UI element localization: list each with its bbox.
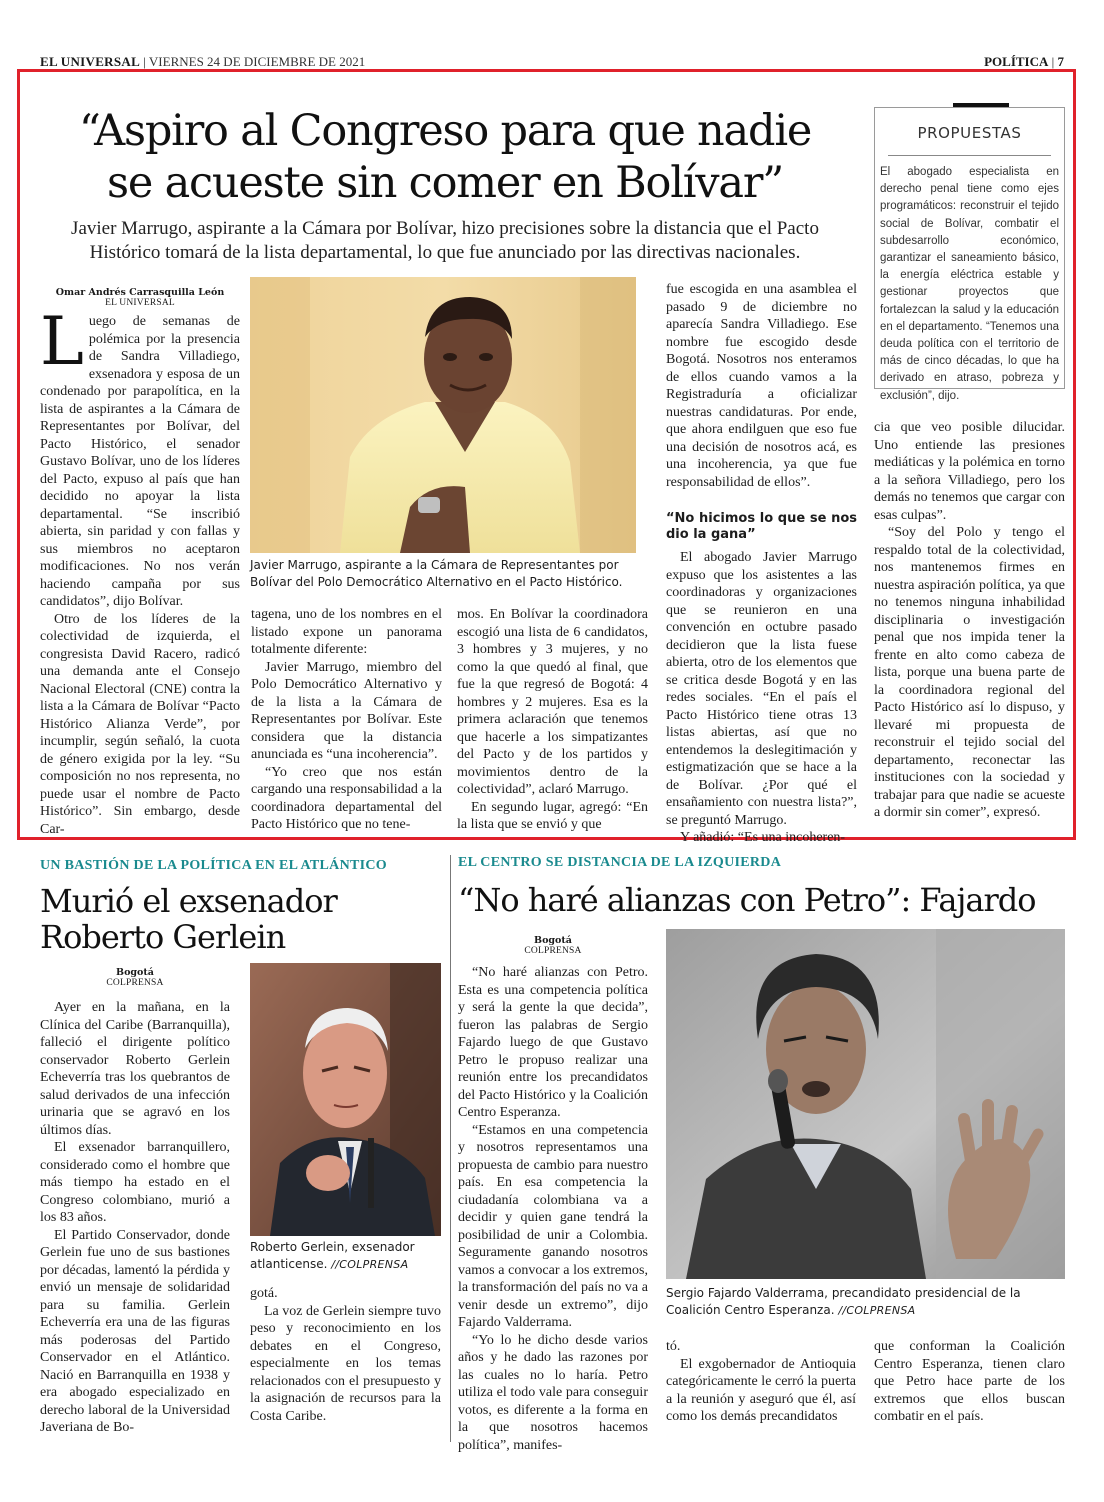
gerlein-photo (250, 963, 441, 1236)
left-story-column-1 (40, 999, 230, 1437)
separator: | (1048, 54, 1058, 69)
separator: | (143, 54, 149, 69)
paragraph: “Yo lo he dicho desde varios años y he dado las razones por las cuales no lo haría. Petro utiliza el todo vale para conseguir votos, es diferente a la forma en la que nosotros hacemos política”, manifes- (458, 1332, 648, 1453)
byline-organization: EL UNIVERSAL (105, 298, 175, 308)
byline-organization: COLPRENSA (524, 946, 582, 956)
main-subhead: Javier Marrugo, aspirante a la Cámara por Bolívar, hizo precisiones sobre la distancia que el Pacto Histórico tomará de la lista departamental, lo que fue anunciado por las directivas nacionales. (71, 218, 819, 263)
section-subtitle: “No hicimos lo que se nos dio la gana” (666, 511, 857, 542)
paragraph: El Partido Conservador, donde Gerlein fue uno de sus bastiones por décadas, lamentó la pérdida y envió un mensaje de solidaridad para su familia. Gerlein Echeverría era una de las figuras más poderosas del Partido Conservador en el Atlántico. Nació en Barranquilla en 1938 y era abogado especializado en derecho laboral de la Universidad Javeriana de Bo- (40, 1227, 230, 1435)
paragraph: El exsenador barranquillero, considerado como el hombre que más tiempo ha estado en el Congreso colombiano, murió a los 83 años. (40, 1140, 230, 1225)
photo-credit: //COLPRENSA (838, 1304, 916, 1317)
paragraph: tagena, uno de los nombres en el listado expone un panorama totalmente diferente: (251, 607, 442, 657)
headline-line: “Aspiro al Congreso para que nadie (78, 106, 812, 156)
sidebar-divider (888, 155, 1051, 156)
paragraph: “Yo creo que nos están cargando una responsabilidad a la coordinadora departamental del Pacto Histórico que no tene- (251, 764, 442, 832)
gerlein-photo-image (250, 963, 441, 1236)
left-story-column-2 (250, 1285, 441, 1425)
left-story-headline (40, 883, 440, 955)
drop-cap: L (40, 303, 84, 380)
section-marker (984, 54, 1064, 70)
main-headline (40, 105, 850, 209)
right-story-column-3 (874, 1338, 1065, 1426)
paragraph: La voz de Gerlein siempre tuvo peso y reconocimiento en los debates en el Congreso, especialmente en los temas relacionados con el presupuesto y la asignación de recursos para la Costa Caribe. (250, 1303, 441, 1424)
publication-name: EL UNIVERSAL (40, 54, 141, 69)
paragraph: En segundo lugar, agregó: “En la lista que se envió y que (457, 799, 648, 832)
paragraph: “No haré alianzas con Petro. Esta es una competencia política y será la gente la que decida”, fueron las palabras de Sergio Fajardo luego de que Gustavo Petro le propuso realizar una reunión entre los precandidatos del Pacto Histórico y la Coalición Centro Esperanza. (458, 965, 648, 1120)
paragraph: El exgobernador de Antioquia categóricamente le cerró la puerta a la reunión y aseguró que él, así como los demás precandidatos (666, 1356, 856, 1424)
byline-author: Omar Andrés Carrasquilla León (55, 287, 225, 298)
gerlein-photo-caption (250, 1239, 441, 1273)
right-story-headline: “No haré alianzas con Petro”: Fajardo (458, 881, 1036, 919)
fajardo-photo (666, 929, 1065, 1279)
byline-organization: COLPRENSA (106, 978, 164, 988)
paragraph: “Estamos en una competencia y nosotros representamos una propuesta de cambio para nuestro país. En esa competencia la ciudadanía colombiana va a decidir y quien gane tendrá la posibilidad de unir a Colombia. Seguramente ganando nosotros vamos a convocar a los extremos, la transformación del país no va a venir desde un extremo”, dijo Fajardo Valderrama. (458, 1122, 648, 1330)
byline-city: Bogotá (116, 967, 154, 978)
caption-text: Sergio Fajardo Valderrama, precandidato presidencial de la Coalición Centro Esperanza. (666, 1286, 1021, 1317)
page-number: 7 (1057, 54, 1064, 69)
left-story-byline (40, 967, 230, 988)
right-story-column-2 (666, 1338, 856, 1426)
paragraph: Javier Marrugo, miembro del Polo Democrático Alternativo y de la lista a la Cámara de Representantes por Bolívar. Este considera que la distancia anunciada es “una incoherencia”. (251, 659, 442, 762)
paragraph: gotá. (250, 1286, 278, 1301)
sidebar-title: PROPUESTAS (917, 124, 1022, 142)
photo-credit: //COLPRENSA (331, 1258, 409, 1271)
main-column-4 (666, 281, 857, 847)
paragraph: cia que veo posible dilucidar. Uno entiende las presiones mediáticas y la polémica en torno a la señora Villadiego, pero los demás no tenemos que cargar con esas culpas”. (874, 420, 1065, 523)
paragraph: “Soy del Polo y tengo el respaldo total de la colectividad, nos mantenemos firmes en nuestra aspiración política, ya que no tenemos ninguna inhabilidad disciplinaria o investigación penal que nos impida tener la frente en alto como cabeza de lista, porque una buena parte de la coordinadora regional del Pacto Histórico así lo dispuso, y llevaré mi propuesta de reconstruir el tejido social del departamento, reconectar las instituciones con la sociedad y trabajar para que nadie se acueste a dormir sin comer”, expresó. (874, 525, 1065, 820)
marrugo-photo-image (250, 277, 636, 553)
section-name: POLÍTICA (984, 54, 1049, 69)
sidebar-text: El abogado especialista en derecho penal tiene como ejes programáticos: reconstruir el tejido social de Bolívar, combatir el subdesarrollo económico, garantizar el saneamiento básico, la energía eléctrica estable y gestionar proyectos que fortalezcan la salud y la educación en el departamento. “Tenemos una deuda política con el territorio de más de cinco décadas, lo que ha derivado en atraso, pobreza y exclusión”, dijo. (880, 166, 1059, 402)
fajardo-photo-image (666, 929, 1065, 1279)
byline-city: Bogotá (534, 935, 572, 946)
main-column-3 (457, 606, 648, 834)
paragraph: Ayer en la mañana, en la Clínica del Caribe (Barranquilla), falleció el dirigente político conservador Roberto Gerlein Echeverría tras los quebrantos de salud derivados de una infección urinaria que se agravó en los últimos días. (40, 1000, 230, 1138)
right-story-byline (458, 935, 648, 956)
paragraph: El abogado Javier Marrugo expuso que los asistentes a las coordinadoras y organizaciones que se reunieron en una convención en octubre pasado decidieron que la lista fuese abierta, otro de los elementos que se critica desde Bogotá y en las redes sociales. “En el país el Pacto Histórico tiene otras 13 listas abiertas, así que no entendemos la deslegitimación y estigmatización que se hace a la de Bolívar. ¿Por qué el ensañamiento con nuestra lista?”, se preguntó Marrugo. (666, 550, 857, 828)
marrugo-photo-caption: Javier Marrugo, aspirante a la Cámara de Representantes por Bolívar del Polo Democrático Alternativo en el Pacto Histórico. (250, 558, 623, 589)
paragraph: mos. En Bolívar la coordinadora escogió una lista de 6 candidatos, 3 hombres y 3 mujeres, y no como la que quedó al final, que fue la que regresó de Bogotá: 4 hombres y 2 mujeres. Esa es la primera aclaración que tenemos que hacerle a los simpatizantes del Pacto y de los partidos y movimientos dentro de la colectividad”, aclaró Marrugo. (457, 607, 648, 797)
issue-date: VIERNES 24 DE DICIEMBRE DE 2021 (148, 54, 366, 69)
main-column-5 (874, 419, 1065, 822)
paragraph-text: uego de semanas de polémica por la presencia de Sandra Villadiego, exsenadora y esposa de un condenado por parapolítica, en la lista de aspirantes a la Cámara de Representantes por Bolívar, del Pacto Histórico, el senador Gustavo Bolívar, uno de los líderes del Pacto, expuso al país que han decidido no apoyar la lista departamental. “Se inscribió abierta, sin paridad y con fallas y sus miembros no aceptaron modificaciones. No nos verán haciendo campaña por sus candidatos”, dijo Bolívar. (40, 314, 240, 609)
fajardo-photo-caption (666, 1285, 1065, 1319)
main-column-2 (251, 606, 442, 834)
right-story-column-1 (458, 964, 648, 1454)
paragraph: Otro de los líderes de la colectividad de izquierda, el congresista David Racero, radicó una demanda ante el Consejo Nacional Electoral (CNE) contra la lista a la Cámara de Bolívar “Pacto Histórico Alianza Verde”, por incumplir, según señaló, la cuota de género exigida por la ley. “Su composición no nos representa, no puede usar el nombre de Pacto Histórico”. Sin embargo, desde Car- (40, 611, 240, 837)
paragraph: Y añadió: “Es una incoheren- (680, 830, 846, 845)
column-divider (450, 855, 451, 1442)
headline-line: Roberto Gerlein (40, 918, 286, 956)
paragraph: que conforman la Coalición Centro Esperanza, tienen claro que Petro hace parte de los extremos que ellos buscan combatir en el país. (874, 1339, 1065, 1424)
paragraph: fue escogida en una asamblea el pasado 9 de diciembre no aparecía Sandra Villadiego. Ese nombre fue escogido desde Bogotá. Nosotros nos enteramos de ellos cuando vamos a la Registraduría a oficializar nuestras candidaturas. Por ende, que ahora endilguen que eso fue una decisión de nosotros acá, es una incoherencia, ya que fue responsabilidad de ellos”. (666, 282, 857, 490)
running-header (40, 54, 1064, 70)
paragraph: tó. (666, 1339, 681, 1354)
caption-text: Roberto Gerlein, exsenador atlanticense. (250, 1240, 415, 1271)
headline-line: se acueste sin comer en Bolívar” (107, 158, 783, 208)
headline-line: Murió el exsenador (40, 882, 337, 920)
right-story-kicker: EL CENTRO SE DISTANCIA DE LA IZQUIERDA (458, 855, 782, 870)
left-story-kicker: UN BASTIÓN DE LA POLÍTICA EN EL ATLÁNTICO (40, 858, 387, 873)
marrugo-photo (250, 277, 636, 553)
